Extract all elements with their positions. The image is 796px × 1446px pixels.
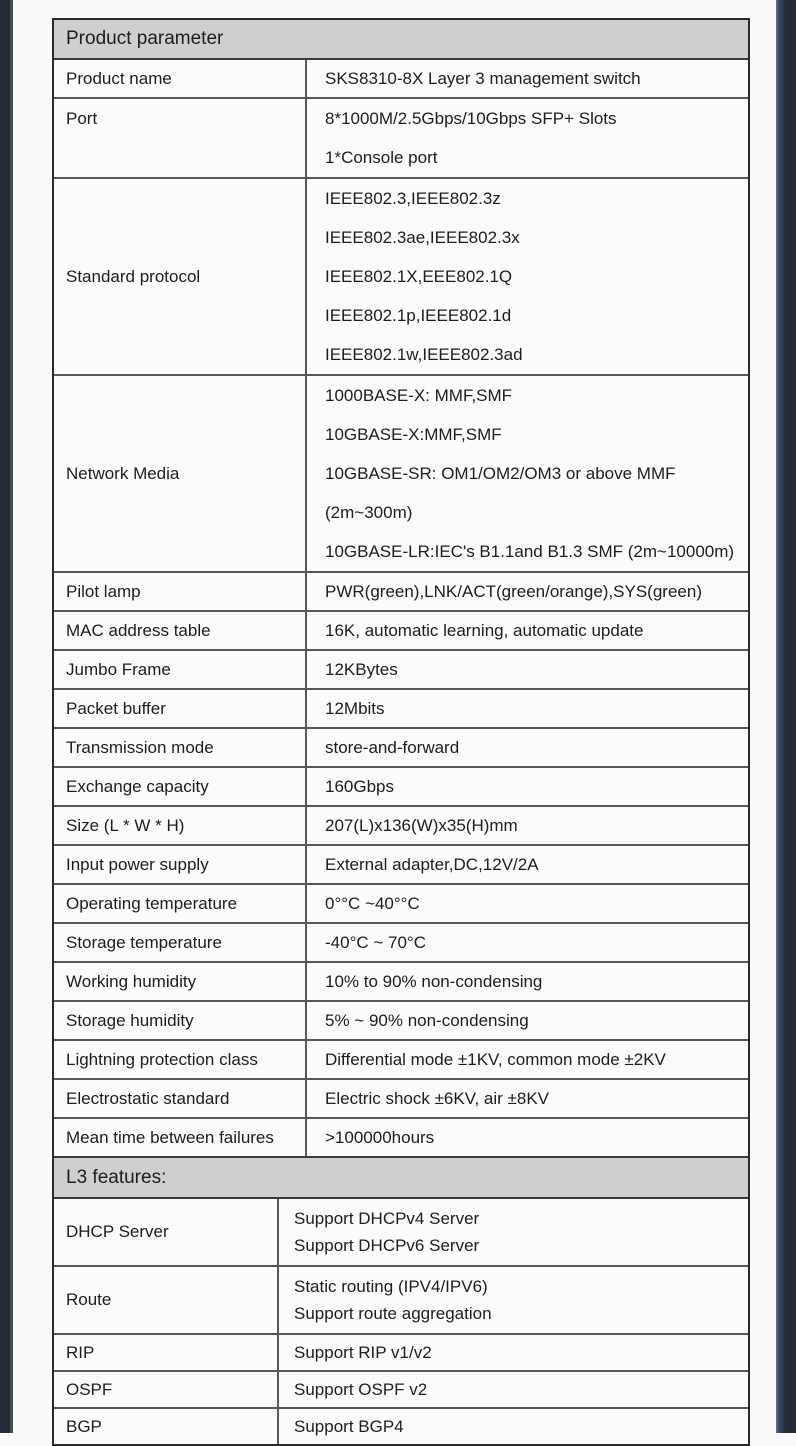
spec-row-label-cell [54,1372,279,1407]
spec-row-label: Route [66,1290,112,1309]
spec-value-line: -40°C ~ 70°C [325,932,427,952]
spec-value-line: PWR(green),LNK/ACT(green/orange),SYS(green) [325,581,702,601]
spec-row-value-cell [307,60,748,97]
spec-value-line: Support route aggregation [294,1304,492,1323]
spec-row-label-cell [54,1041,307,1078]
spec-value-line: >100000hours [325,1127,435,1147]
spec-row-label-cell [54,807,307,844]
spec-row-label-cell [54,573,307,610]
spec-row [54,1265,748,1333]
spec-value-line: 1*Console port [325,148,438,167]
spec-row [54,58,748,97]
spec-value-line: Electric shock ±6KV, air ±8KV [325,1088,550,1108]
spec-row-label: Exchange capacity [66,776,209,796]
spec-row-label: DHCP Server [66,1222,169,1241]
spec-row-value-cell [307,1080,748,1117]
spec-row-value-cell [307,1041,748,1078]
spec-row-label-cell [54,846,307,883]
spec-value-line: 8*1000M/2.5Gbps/10Gbps SFP+ Slots [325,109,617,128]
spec-row-label-cell [54,179,307,374]
product-parameter-header [54,20,748,58]
spec-row-label: MAC address table [66,620,211,640]
spec-row-value-cell [279,1409,748,1444]
spec-row-label: Port [66,109,98,128]
spec-row-label: Packet buffer [66,698,166,718]
spec-value-line: 5% ~ 90% non-condensing [325,1010,529,1030]
spec-row-label-cell [54,1335,279,1370]
spec-row-value-cell [307,690,748,727]
l3-features-header-label: L3 features: [66,1166,167,1188]
spec-row-value-cell [307,729,748,766]
spec-row-label-cell [54,1409,279,1444]
spec-value-line: Support DHCPv4 Server [294,1209,480,1228]
spec-row [54,97,748,177]
spec-row [54,727,748,766]
spec-value-line: IEEE802.3,IEEE802.3z [325,189,501,208]
spec-row [54,1039,748,1078]
spec-row-value-cell [279,1267,748,1333]
spec-row [54,883,748,922]
l3-features-table [54,1197,748,1444]
spec-row-label: Network Media [66,463,180,483]
spec-value-line: 10GBASE-SR: OM1/OM2/OM3 or above MMF [325,464,676,483]
spec-row-value-cell [307,768,748,805]
spec-row [54,805,748,844]
spec-value-line: IEEE802.1X,EEE802.1Q [325,267,513,286]
spec-row-value-cell [279,1372,748,1407]
spec-value-line: 1000BASE-X: MMF,SMF [325,386,513,405]
spec-row [54,1197,748,1265]
spec-value-line: IEEE802.3ae,IEEE802.3x [325,228,520,247]
spec-row-label-cell [54,99,307,177]
spec-row-label: Jumbo Frame [66,659,171,679]
spec-value-line: External adapter,DC,12V/2A [325,854,539,874]
spec-value-line: Static routing (IPV4/IPV6) [294,1277,488,1296]
spec-row-value-cell [307,807,748,844]
spec-row [54,1407,748,1444]
spec-value-line: IEEE802.1w,IEEE802.3ad [325,345,523,364]
spec-row-value-cell [307,924,748,961]
spec-row [54,961,748,1000]
spec-row-value-cell [307,99,748,177]
spec-row-label: Electrostatic standard [66,1088,230,1108]
spec-value-line: 10% to 90% non-condensing [325,971,543,991]
spec-value-line: Support RIP v1/v2 [294,1342,432,1362]
spec-row-label: Operating temperature [66,893,238,913]
spec-row [54,1117,748,1156]
spec-row-value-cell [307,885,748,922]
spec-row-label: OSPF [66,1379,113,1399]
spec-value-line: 10GBASE-LR:IEC's B1.1and B1.3 SMF (2m~10000m) [325,542,735,561]
spec-value-line: SKS8310-8X Layer 3 management switch [325,68,641,88]
spec-row [54,571,748,610]
spec-row-label-cell [54,1080,307,1117]
page-left-frame [0,0,13,1433]
l3-features-header [54,1156,748,1197]
spec-row-label-cell [54,690,307,727]
spec-row-label-cell [54,729,307,766]
spec-value-line: Support BGP4 [294,1416,404,1436]
spec-row-label-cell [54,924,307,961]
spec-row-label: Lightning protection class [66,1049,258,1069]
spec-row-label-cell [54,612,307,649]
spec-row-label: Input power supply [66,854,209,874]
spec-row-label: Transmission mode [66,737,214,757]
spec-row [54,1370,748,1407]
spec-row [54,766,748,805]
spec-value-line: (2m~300m) [325,503,413,522]
spec-value-line: 207(L)x136(W)x35(H)mm [325,815,518,835]
spec-row [54,177,748,374]
product-parameter-table [54,58,748,1156]
spec-row [54,649,748,688]
spec-row-label: Size (L * W * H) [66,815,185,835]
spec-value-line: Differential mode ±1KV, common mode ±2KV [325,1049,666,1069]
spec-row-value-cell [307,651,748,688]
spec-value-line: 10GBASE-X:MMF,SMF [325,425,502,444]
spec-row-value-cell [307,612,748,649]
spec-row-value-cell [307,846,748,883]
spec-row-label: Storage temperature [66,932,222,952]
spec-row-label: Storage humidity [66,1010,194,1030]
spec-value-line: 16K, automatic learning, automatic update [325,620,644,640]
spec-row-label-cell [54,1002,307,1039]
spec-row [54,1333,748,1370]
spec-row [54,844,748,883]
spec-row-label-cell [54,60,307,97]
spec-row [54,610,748,649]
spec-value-line: Support DHCPv6 Server [294,1236,480,1255]
spec-value-line: 12Mbits [325,698,385,718]
spec-value-line: 12KBytes [325,659,398,679]
spec-value-line: 160Gbps [325,776,394,796]
page-right-frame [776,0,796,1433]
spec-row-label: Working humidity [66,971,197,991]
spec-value-line: 0°°C ~40°°C [325,893,420,913]
spec-row-label: RIP [66,1342,95,1362]
spec-row-value-cell [307,963,748,1000]
product-parameter-header-label: Product parameter [66,28,224,49]
spec-row-value-cell [307,179,748,374]
spec-row-label: Standard protocol [66,266,201,286]
spec-row-label: Product name [66,68,172,88]
spec-row-value-cell [307,1119,748,1156]
spec-row-label-cell [54,1199,279,1265]
spec-row-label-cell [54,376,307,571]
spec-row-value-cell [307,1002,748,1039]
spec-row [54,922,748,961]
spec-sheet [52,18,750,1446]
spec-row-label-cell [54,768,307,805]
spec-value-line: Support OSPF v2 [294,1379,428,1399]
spec-value-line: IEEE802.1p,IEEE802.1d [325,306,512,325]
spec-row-label-cell [54,963,307,1000]
spec-row-label: Mean time between failures [66,1127,274,1147]
spec-row [54,1078,748,1117]
spec-row-value-cell [307,573,748,610]
spec-row [54,1000,748,1039]
spec-value-line: store-and-forward [325,737,460,757]
spec-row-value-cell [279,1335,748,1370]
spec-row-value-cell [279,1199,748,1265]
spec-row [54,688,748,727]
spec-row-label-cell [54,651,307,688]
spec-row-value-cell [307,376,748,571]
spec-row-label: Pilot lamp [66,581,141,601]
spec-row-label-cell [54,1267,279,1333]
spec-row-label-cell [54,1119,307,1156]
spec-row-label-cell [54,885,307,922]
spec-row [54,374,748,571]
spec-row-label: BGP [66,1416,102,1436]
